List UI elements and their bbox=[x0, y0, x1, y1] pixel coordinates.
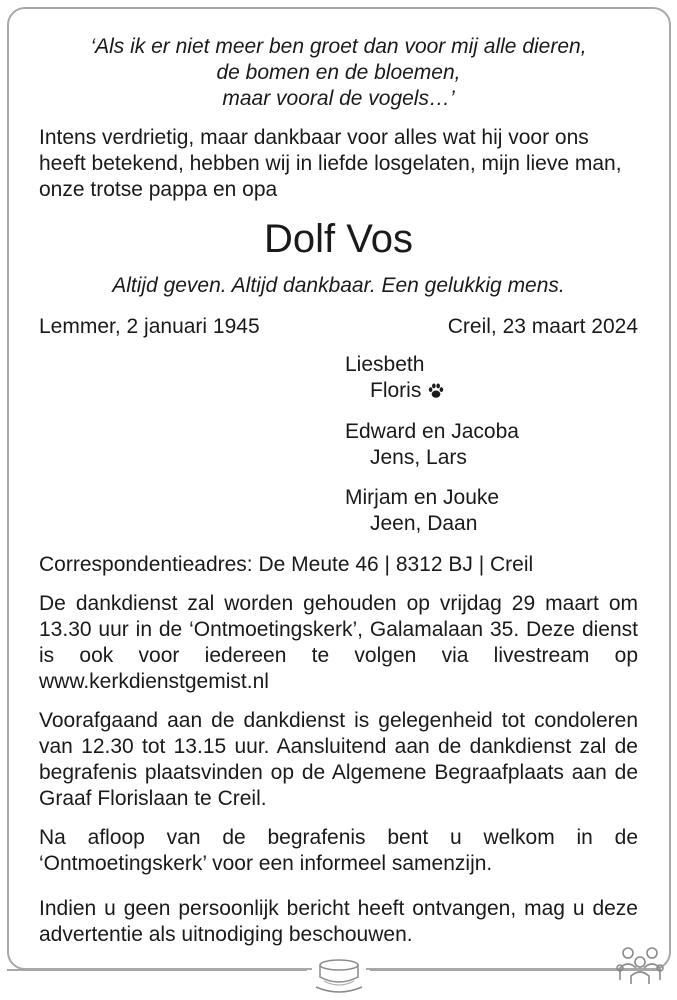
deceased-name: Dolf Vos bbox=[264, 217, 413, 261]
death-place-date: Creil, 23 maart 2024 bbox=[447, 315, 638, 338]
family-group-3 bbox=[345, 485, 499, 537]
family-main: Liesbeth bbox=[345, 353, 425, 376]
condolence-info: Voorafgaand aan de dankdienst is gelegenheid tot condoleren van 12.30 tot 13.15 uur. Aansluitend aan de dankdienst zal de begrafenis plaatsvinden op de Algemene Begraafplaats aan de Graaf Florislaan te Creil. bbox=[39, 709, 638, 810]
family-sub: Jens, Lars bbox=[370, 446, 467, 469]
family-main: Mirjam en Jouke bbox=[345, 486, 500, 509]
motto-quote bbox=[39, 34, 638, 112]
people-icon bbox=[614, 944, 666, 988]
paw-icon bbox=[427, 382, 445, 400]
life-dates bbox=[39, 314, 638, 340]
invitation-note: Indien u geen persoonlijk bericht heeft ontvangen, mag u deze advertentie als uitnodiging beschouwen. bbox=[39, 897, 638, 946]
birth-place-date: Lemmer, 2 januari 1945 bbox=[39, 315, 260, 338]
footer-divider-left bbox=[7, 969, 307, 971]
tagline: Altijd geven. Altijd dankbaar. Een gelukkig mens. bbox=[112, 274, 565, 297]
family-sub-text: Floris bbox=[370, 379, 422, 402]
motto-line-3: maar vooral de vogels…’ bbox=[222, 87, 455, 110]
family-main: Edward en Jacoba bbox=[345, 420, 519, 443]
correspondence-address: Correspondentieadres: De Meute 46 | 8312 BJ | Creil bbox=[39, 553, 534, 576]
family-sub: Jeen, Daan bbox=[370, 512, 478, 535]
service-info: De dankdienst zal worden gehouden op vrijdag 29 maart om 13.30 uur in de ‘Ontmoetingskerk’, Galamalaan 35. Deze dienst is ook voor iedereen te volgen via livestream op www.kerkdienstgemist.nl bbox=[39, 592, 638, 693]
cake-icon bbox=[312, 957, 366, 997]
motto-line-1: ‘Als ik er niet meer ben groet dan voor mij alle dieren, bbox=[90, 35, 587, 58]
family-group-2 bbox=[345, 419, 519, 471]
family-group-1 bbox=[345, 352, 445, 404]
family-sub bbox=[345, 378, 445, 404]
reception-info: Na afloop van de begrafenis bent u welkom in de ‘Ontmoetingskerk’ voor een informeel samenzijn. bbox=[39, 826, 638, 875]
motto-line-2: de bomen en de bloemen, bbox=[216, 61, 461, 84]
intro-text: Intens verdrietig, maar dankbaar voor alles wat hij voor ons heeft betekend, hebben wij in liefde losgelaten, mijn lieve man, onze trotse pappa en opa bbox=[39, 126, 622, 201]
